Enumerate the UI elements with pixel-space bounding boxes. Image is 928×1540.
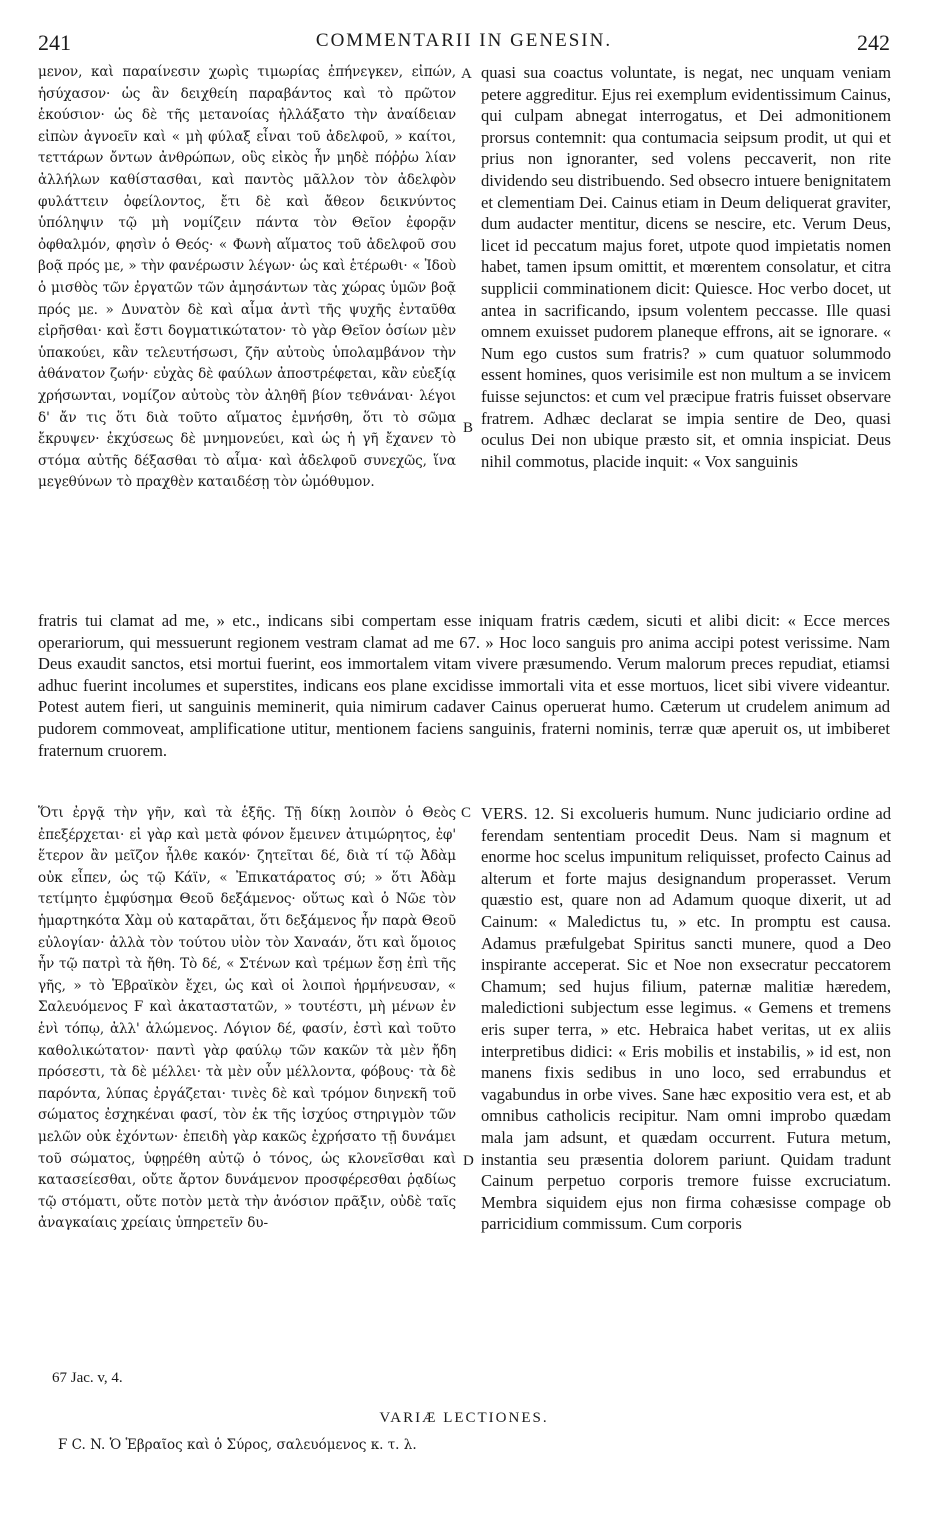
- latin-text-bottom: VERS. 12. Si excolueris humum. Nunc judiciario ordine ad ferendam sententiam procedit Deus. Nam si magnum et enorme hoc scelus impunitum reliquisset, profecto Cainus ad alterum et forte majus designandum properasset. Verum quæstio est, quare non ad Adamum quoque dixerit, ut ad Cainum: « Maledictus tu, » etc. In promptu est causa. Adamus præfulgebat Spiritus sancti munere, quod a Deo inspirante acceperat. Sic et Noe non exsecratur peccatorem Chamum; sed hujus filium, paternæ malitiæ hæredem, maledictioni subjectum esse legimus. « Gemens et tremens eris super terra, » etc. Hebraica habet veritas, ut ex aliis interpretibus didici: « Eris mobilis et instabilis, » id est, non manens fixis sedibus in uno loco, sed errabundus et vagabundus in orbe vives. Sane hæc expositio vera est, et ab omnibus catholicis recipitur. Nam omni improbo quædam mala jam adsunt, et quædam occurrent. Futura metum, instantia seu præsentia dolorem pariunt. Quidam tradunt Cainum perpetuo corporis tremore fuisse excruciatum. Membra siquidem ejus non firma cohæsisse compage ob parricidium commissum. Cum corporis: [481, 804, 891, 1234]
- margin-mark-b: B: [463, 420, 474, 436]
- greek-column-bottom: [38, 803, 456, 1348]
- running-title: COMMENTARII IN GENESIN.: [315, 30, 613, 51]
- page-number-left: 241: [38, 30, 71, 55]
- variae-lectiones-text: F C. N. Ὁ Ἑβραῖος καὶ ὁ Σύρος, σαλευόμενος κ. τ. λ.: [58, 1437, 417, 1453]
- latin-full-width-text: fratris tui clamat ad me, » etc., indicans sibi compertam esse iniquam fratris cædem, sicuti et alibi dicit: « Ecce merces operariorum, qui messuerunt regionem vestram clamat ad me 67. » Hoc loco sanguis pro anima accipi potest verissime. Nam Deus exaudit sanctos, etsi mortui fuerint, eos immortalem vitam vivere præsumendo. Verum malorum preces repudiat, etiamsi adhuc fuerint incolumes et superstites, indicans eos plane excidisse immortali vita et esse mortuos, licet sibi vivere videantur. Potest autem fieri, ut sanguinis meminerit, quia nimirum cadaver Cainus operuerat humo. Cæterum ut crudelem animum ad pudorem commoveat, amplificatione utitur, mentionem faciens sanguinis, fraterni nominis, terræ quæ aperuit os, ut imbiberet fraternum cruorem.: [38, 611, 890, 760]
- variae-lectiones-title: VARIÆ LECTIONES.: [379, 1410, 549, 1426]
- greek-text-top: μενον, καὶ παραίνεσιν χωρὶς τιμωρίας ἐπήνεγκεν, εἰπών, ἡσύχασον· ὡς ἂν δειχθείη παραβάντος καὶ τὸ πρῶτον ἑκούσιον· ὡς δὲ τῆς μετανοίας ἠλλάξατο τὴν ἀναίδειαν εἰπὼν ἀγνοεῖν καὶ « μὴ φύλαξ εἶναι τοῦ ἀδελφοῦ, » καίτοι, τεττάρων ὄντων ἀνθρώπων, οὓς εἰκὸς ἦν μηδὲ πόῤῥω λίαν ἀλλήλων καθίστασθαι, καὶ παντὸς μᾶλλον τὸν ἀδελφὸν φυλάττειν ὀφείλοντος, ἔτι δὲ καὶ ἄθεον δεικνύντος ὑπόληψιν τῷ μὴ νομίζειν πάντα τὸν Θεῖον ἐφορᾷν ὀφθαλμόν, φησὶν ὁ Θεός· « Φωνὴ αἵματος τοῦ ἀδελφοῦ σου βοᾷ πρός με, » τὴν φανέρωσιν λέγων· ὡς καὶ ἑτέρωθι· « Ἰδοὺ ὁ μισθὸς τῶν ἐργατῶν τῶν ἀμησάντων τὰς χώρας ὑμῶν βοᾷ πρός με. » Δυνατὸν δὲ καὶ αἷμα ἀντὶ τῆς ψυχῆς ἐνταῦθα εἰρῆσθαι· καὶ ἔστι δογματικώτατον· τὸ γὰρ Θεῖον ὁσίων μὲν ὑπακούει, κἂν τελευτήσωσι, ζῆν αὐτοὺς ὑπολαμβάνον τὴν ἀθάνατον ζωήν· εὐχὰς δὲ φαύλων ἀποστρέφεται, κἂν εὐεξίᾳ χρήσωνται, νομίζον αὐτοὺς τὸν ἀληθῆ βίον τεθνάναι· λέγοι δ' ἄν τις ὅτι διὰ τοῦτο αἵματος ἐμνήσθη, ὅτι τὸ σῶμα ἔκρυψεν· ἐκχύσεως δὲ μνημονεύει, καὶ ὡς ἡ γῆ ἔχανεν τὸ στόμα αὐτῆς δέξασθαι τὸ αἷμα· καὶ ἀδελφοῦ συνεχῶς, ἵνα μεγεθύνων τὸ πραχθὲν καταιδέσῃ τὸν ὠμόθυμον.: [38, 64, 456, 491]
- margin-mark-a: A: [461, 66, 472, 82]
- latin-column-bottom: [481, 803, 891, 1348]
- footnote: 67 Jac. v, 4.: [52, 1370, 123, 1386]
- greek-column-top: [38, 62, 456, 607]
- page-number-right: 242: [857, 30, 890, 55]
- greek-text-bottom: Ὅτι ἐργᾷ τὴν γῆν, καὶ τὰ ἑξῆς. Τῇ δίκῃ λοιπὸν ὁ Θεὸς ἐπεξέρχεται· εἰ γὰρ καὶ μετὰ φόνον ἔμεινεν ἀτιμώρητος, ἐφ' ἕτερον ἂν μεῖζον ἦλθε κακόν· ζητεῖται δέ, διὰ τί τῷ Ἀδὰμ οὐκ εἶπεν, ὡς τῷ Κάϊν, « Ἐπικατάρατος σύ; » ὅτι Ἀδὰμ τετίμητο ἐμφύσημα Θεοῦ δεξάμενος· οὕτως καὶ ὁ Νῶε τὸν ἡμαρτηκότα Χὰμ οὐ καταρᾶται, ὅτι δεξάμενος ἦν παρὰ Θεοῦ εὐλογίαν· ἀλλὰ τὸν τούτου υἱὸν τὸν Χαναάν, ὅτι καὶ ὅμοιος ἦν τῷ πατρὶ τὰ ἤθη. Τὸ δέ, « Στένων καὶ τρέμων ἔσῃ ἐπὶ τῆς γῆς, » τὸ Ἑβραϊκὸν ἔχει, ὡς καὶ οἱ λοιποὶ ἡρμήνευσαν, « Σαλευόμενος F καὶ ἀκαταστατῶν, » τουτέστι, μὴ μένων ἐν ἑνὶ τόπῳ, ἀλλ' ἀλώμενος. Λόγιον δέ, φασίν, ἐστὶ καὶ τοῦτο καθολικώτατον· παντὶ γὰρ φαύλῳ τῶν κακῶν τὰ μὲν ἤδη πρόσεστι, τὰ δὲ μέλλει· τὰ μὲν οὖν μέλλοντα, φόβους· τὰ δὲ παρόντα, λύπας ἐργάζεται· τινὲς δὲ καὶ τρόμον διηνεκῆ τοῦ σώματος ἐσχηκέναι φασί, τὸν ἐκ τῆς ἰσχύος στηριγμὸν τῶν μελῶν οὐκ ἐχόντων· ἐπειδὴ γὰρ κακῶς ἐχρήσατο τῇ δυνάμει τοῦ σώματος, ὑφῃρέθη αὐτῷ ὁ τόνος, ὡς κλονεῖσθαι καὶ κατασείεσθαι, οὔτε ἄρτον δυνάμενον προσφέρεσθαι ῥᾳδίως τῷ στόματι, οὔτε ποτὸν μετὰ τὴν ἀνόσιον πρᾶξιν, οὐδὲ ταῖς ἀναγκαίαις χρείαις ὑπηρετεῖν δυ-: [38, 805, 456, 1232]
- running-header: [38, 30, 890, 56]
- margin-mark-c: C: [461, 805, 472, 821]
- latin-text-top: quasi sua coactus voluntate, is negat, nec unquam veniam petere aggreditur. Ejus rei exemplum evidentissimum Cainus, qui culpam abnegat interrogatus, et Dei admonitionem prorsus contemnit: qua contumacia seipsum prodit, ut qui et prius non ignoranter, sed volens peccaverit, non rite dividendo seu distribuendo. Sed obsecro intuere benignitatem et clementiam Dei. Cainus etiam in Deum deliquerat graviter, dum audacter mentitur, dicens se nescire, etc. Verum Deus, licet id peccatum majus foret, utpote quod impietatis nomen habet, tamen ipsum omittit, et mœrentem consolatur, et citra supplicii comminationem dicit: Quiesce. Hoc verbo docet, ut antea in sacrificando, ipsum volentem peccasse. Ille quasi omnem exuisset pudorem planeque effrons, ait se ignorare. « Num ego custos sum fratris? » cum quatuor solummodo essent homines, quos verisimile est non multum a se invicem fuisse sejunctos: et cum vel præcipue fratris fuisset observare fratrem. Adhæc declarat se impia sentire de Deo, quasi oculus Dei non ubique præsto sit, et omnia inspiciat. Deus nihil commotus, placide inquit: « Vox sanguinis: [481, 63, 891, 471]
- margin-mark-d: D: [463, 1153, 474, 1169]
- latin-full-width-block: [38, 610, 890, 800]
- latin-column-top: [481, 62, 891, 607]
